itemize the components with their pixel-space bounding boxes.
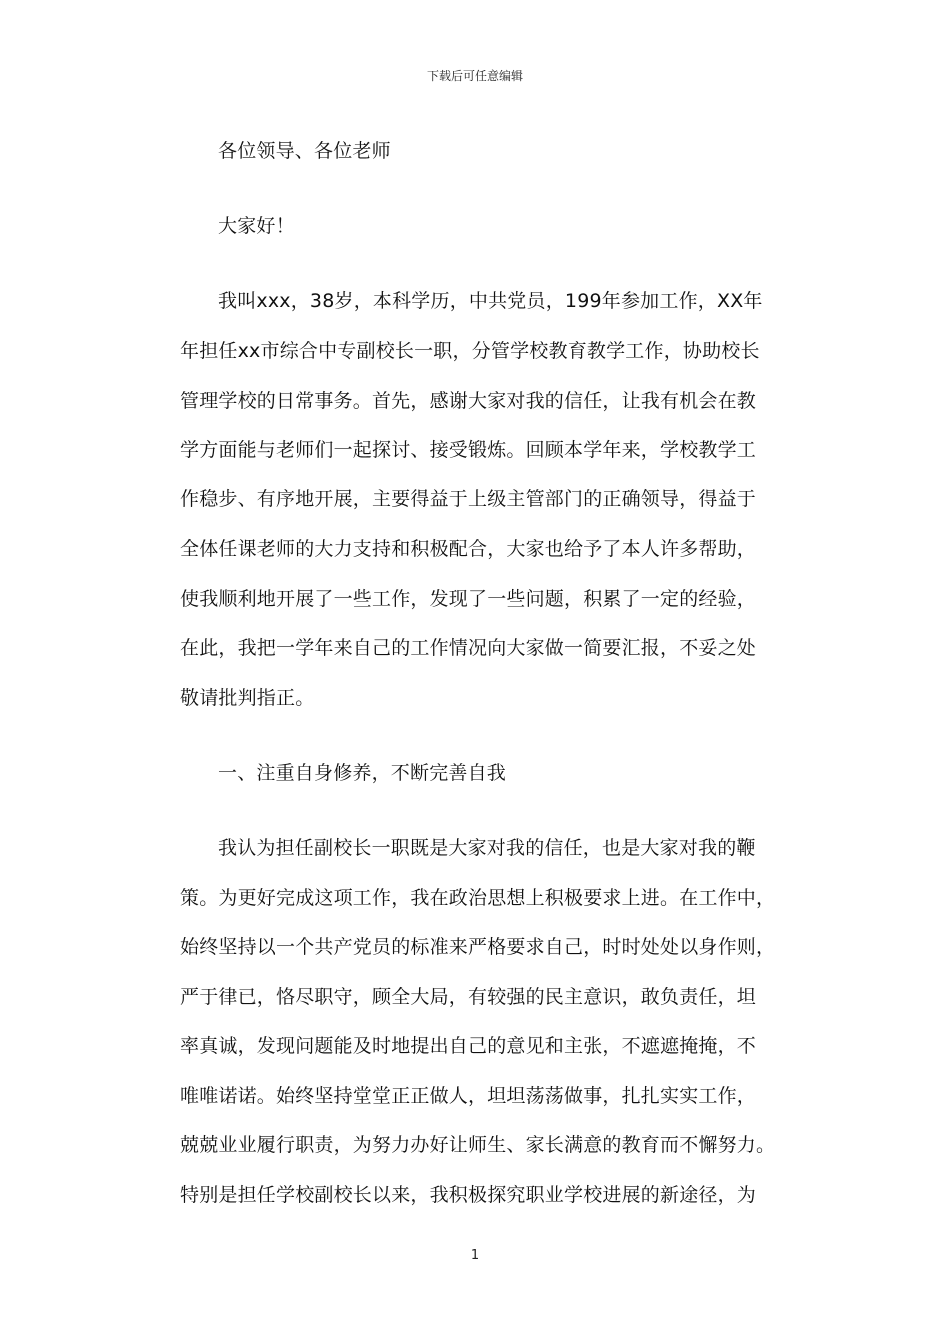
greeting-line: 各位领导、各位老师 [218,140,391,162]
paragraph-1-line: 学方面能与老师们一起探讨、接受锻炼。回顾本学年来，学校教学工 [180,439,757,461]
paragraph-2-line: 我认为担任副校长一职既是大家对我的信任，也是大家对我的鞭 [218,837,756,859]
paragraph-2-line: 策。为更好完成这项工作，我在政治思想上积极要求上进。在工作中， [180,887,776,909]
hello-line: 大家好！ [218,215,295,237]
paragraph-1-line: 全体任课老师的大力支持和积极配合，大家也给予了本人许多帮助， [180,538,757,560]
paragraph-1-line: 年担任xx市综合中专副校长一职，分管学校教育教学工作，协助校长 [180,340,760,362]
section-heading: 一、注重自身修养，不断完善自我 [218,762,507,784]
paragraph-1-line: 作稳步、有序地开展，主要得益于上级主管部门的正确领导，得益于 [180,488,757,510]
paragraph-2-line: 严于律已，恪尽职守，顾全大局，有较强的民主意识，敢负责任，坦 [180,986,757,1008]
paragraph-2-line: 始终坚持以一个共产党员的标准来严格要求自己，时时处处以身作则， [180,936,776,958]
paragraph-2-line: 唯唯诺诺。始终坚持堂堂正正做人，坦坦荡荡做事，扎扎实实工作， [180,1085,757,1107]
paragraph-2-line: 率真诚，发现问题能及时地提出自己的意见和主张，不遮遮掩掩，不 [180,1035,757,1057]
paragraph-1-line: 我叫xxx，38岁，本科学历，中共党员，199年参加工作，XX年 [218,290,763,312]
paragraph-1-line: 使我顺利地开展了一些工作，发现了一些问题，积累了一定的经验， [180,588,757,610]
paragraph-2-line: 特别是担任学校副校长以来，我积极探究职业学校进展的新途径，为 [180,1184,757,1206]
paragraph-1-line: 在此，我把一学年来自己的工作情况向大家做一简要汇报，不妥之处 [180,637,757,659]
page-number: 1 [470,1248,480,1263]
page-header: 下载后可任意编辑 [426,69,523,83]
paragraph-1-line: 管理学校的日常事务。首先，感谢大家对我的信任，让我有机会在教 [180,390,757,412]
paragraph-2-line: 兢兢业业履行职责，为努力办好让师生、家长满意的教育而不懈努力。 [180,1134,776,1156]
paragraph-1-line: 敬请批判指正。 [180,687,315,709]
